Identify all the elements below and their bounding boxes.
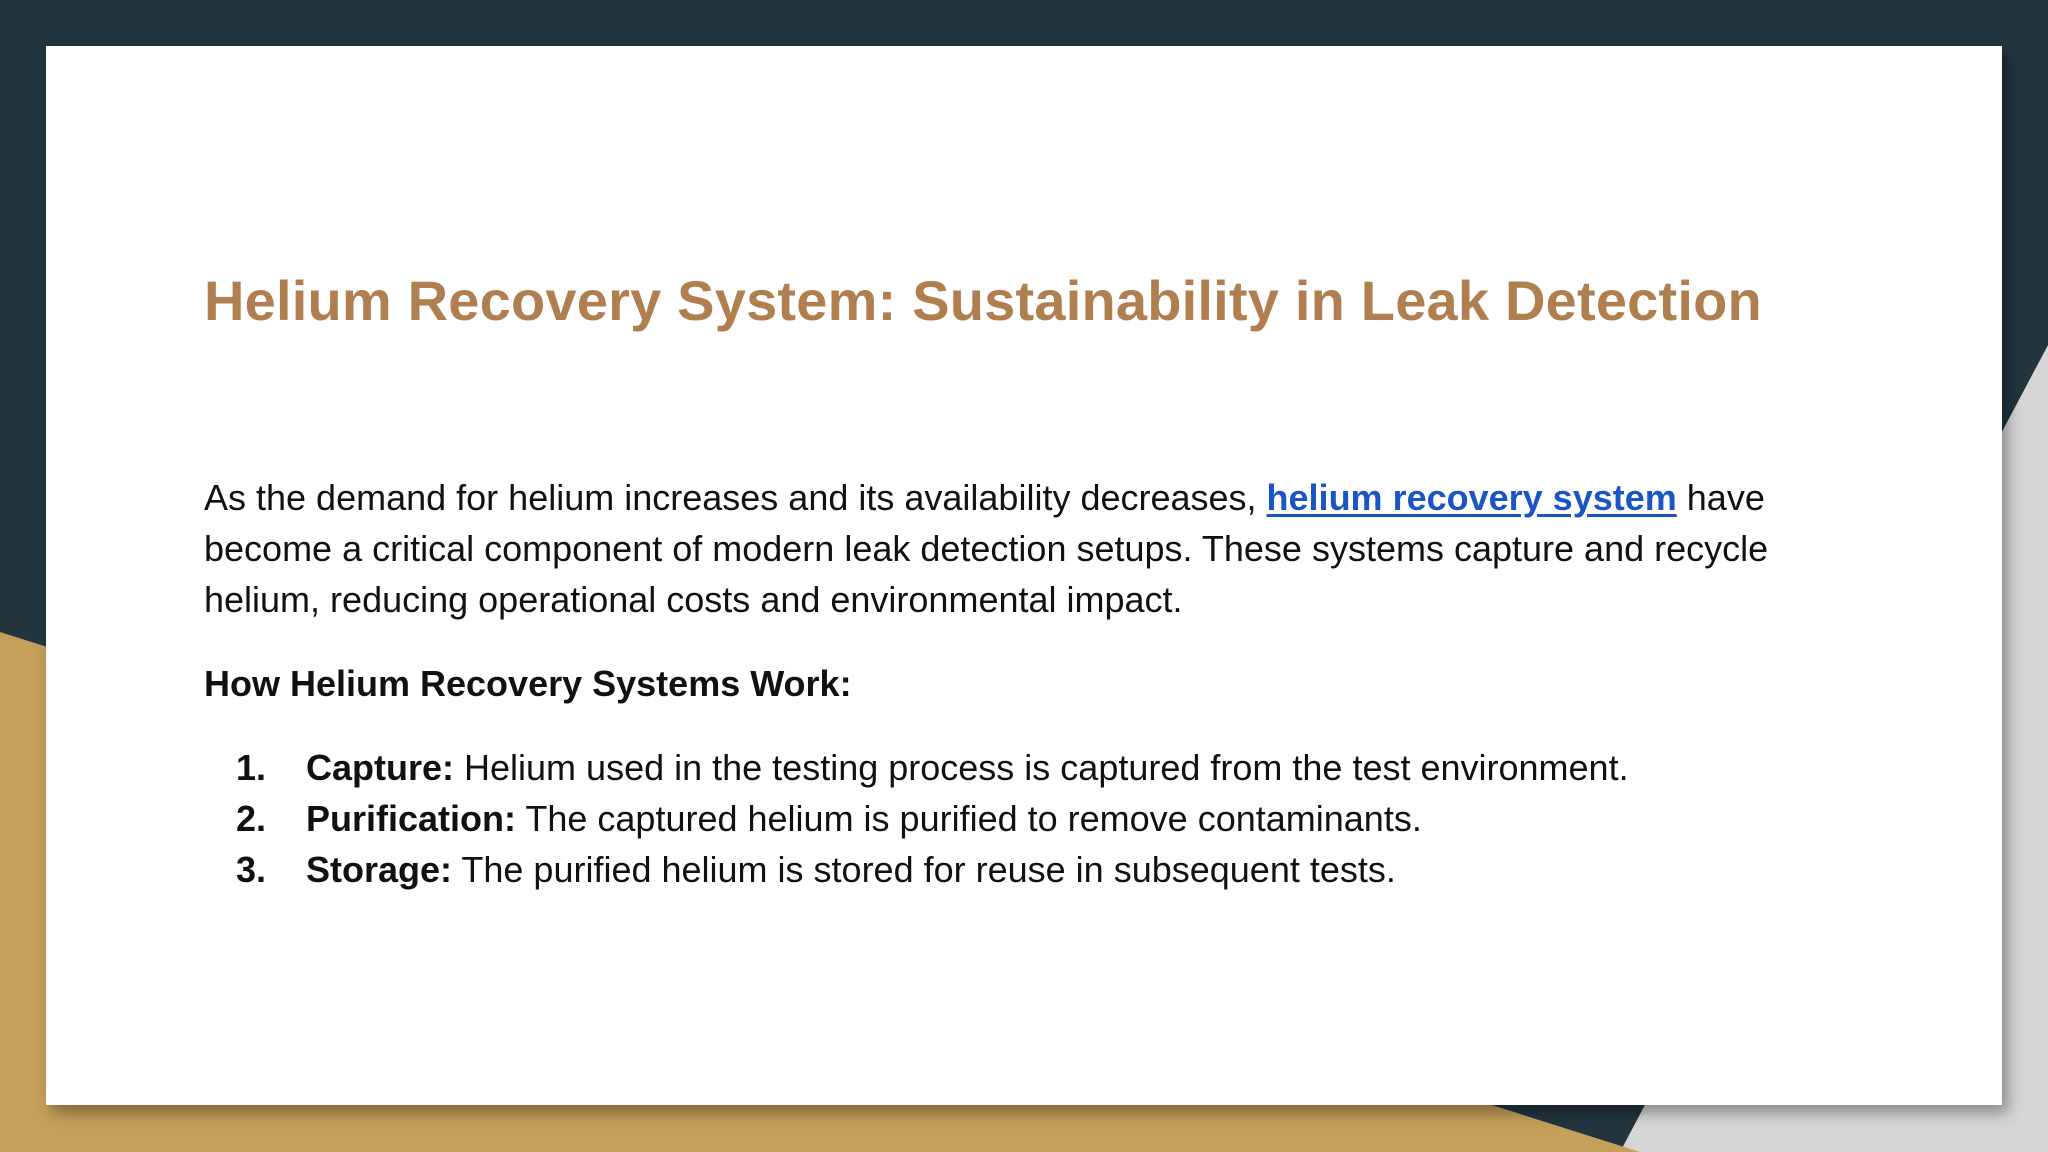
section-heading: How Helium Recovery Systems Work: (204, 663, 852, 704)
helium-recovery-system-link[interactable]: helium recovery system (1266, 477, 1677, 518)
list-item (204, 742, 1864, 793)
list-item-number: 1. (236, 747, 267, 788)
slide-body (204, 472, 1864, 895)
intro-paragraph (204, 472, 1864, 625)
list-item-term: Purification: (306, 798, 517, 839)
list-item-term: Storage: (306, 849, 453, 890)
slide-title: Helium Recovery System: Sustainability in Leak Detection (204, 269, 1762, 332)
list-item (204, 793, 1864, 844)
steps-list (204, 742, 1864, 895)
list-item (204, 844, 1864, 895)
list-item-term: Capture: (306, 747, 455, 788)
list-item-number: 2. (236, 798, 267, 839)
intro-text-before-link: As the demand for helium increases and its availability decreases, (204, 477, 1267, 518)
list-item-text: The captured helium is purified to remove contaminants. (516, 798, 1422, 839)
list-item-text: The purified helium is stored for reuse in subsequent tests. (452, 849, 1396, 890)
list-item-text: Helium used in the testing process is captured from the test environment. (454, 747, 1629, 788)
slide-canvas (46, 46, 2002, 1105)
intro-text-after-link: have become a critical component of modern leak detection setups. These systems capture and recycle helium, reducing operational costs and environmental impact. (204, 477, 1769, 620)
list-item-number: 3. (236, 849, 267, 890)
